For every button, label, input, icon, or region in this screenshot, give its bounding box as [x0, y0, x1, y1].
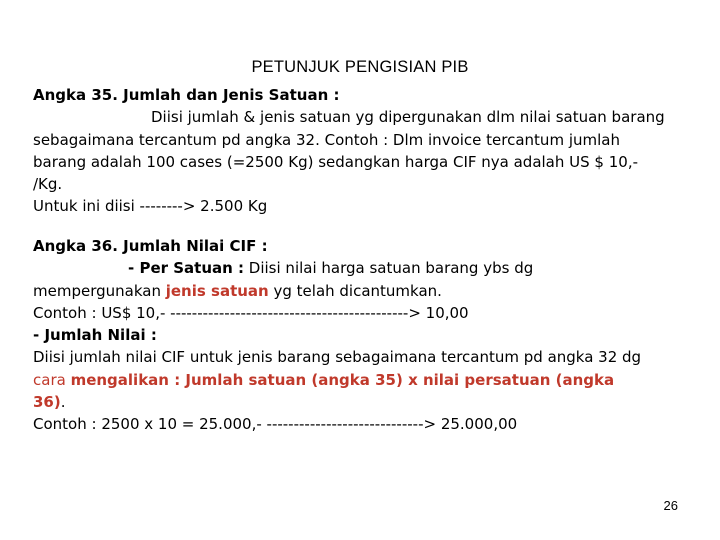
- section-36-per-satuan: [33, 257, 693, 279]
- mengalikan-highlight: mengalikan : Jumlah satuan (angka 35) x nilai persatuan (angka: [70, 370, 615, 389]
- page-title: PETUNJUK PENGISIAN PIB: [251, 58, 469, 76]
- section-36-line-6: [33, 369, 693, 391]
- section-35: [33, 84, 693, 218]
- angka-36-highlight: 36): [33, 393, 61, 412]
- section-36-line-5: Diisi jumlah nilai CIF untuk jenis barang sebagaimana tercantum pd angka 32 dg: [33, 348, 642, 367]
- section-36-line-7: [33, 391, 693, 413]
- section-35-line-5: Untuk ini diisi --------> 2.500 Kg: [33, 197, 268, 216]
- jenis-satuan-highlight: jenis satuan: [165, 281, 269, 300]
- section-35-line-3: barang adalah 100 cases (=2500 Kg) sedangkan harga CIF nya adalah US $ 10,-: [33, 152, 638, 171]
- section-36: [33, 235, 693, 436]
- line-2-pre: mempergunakan: [33, 281, 166, 300]
- section-36-heading: Angka 36. Jumlah Nilai CIF :: [33, 237, 268, 255]
- line-7-post: .: [60, 393, 66, 412]
- section-35-line-2: sebagaimana tercantum pd angka 32. Contoh : Dlm invoice tercantum jumlah: [33, 130, 620, 149]
- section-35-line-1: Diisi jumlah & jenis satuan yg dipergunakan dlm nilai satuan barang: [151, 108, 665, 127]
- jumlah-nilai-label: - Jumlah Nilai :: [33, 326, 157, 345]
- page-number: 26: [663, 498, 678, 513]
- line-6-pre: cara: [33, 370, 71, 389]
- per-satuan-label: - Per Satuan :: [128, 259, 245, 278]
- section-36-line-3: Contoh : US$ 10,- --------------------------------------------> 10,00: [33, 303, 469, 322]
- per-satuan-text: Diisi nilai harga satuan barang ybs dg: [244, 259, 534, 278]
- section-35-line-4: /Kg.: [33, 175, 63, 194]
- section-35-heading: Angka 35. Jumlah dan Jenis Satuan :: [33, 86, 340, 104]
- section-36-line-2: [33, 280, 693, 302]
- line-2-post: yg telah dicantumkan.: [268, 281, 442, 300]
- section-36-line-8: Contoh : 2500 x 10 = 25.000,- -----------------------------> 25.000,00: [33, 415, 518, 434]
